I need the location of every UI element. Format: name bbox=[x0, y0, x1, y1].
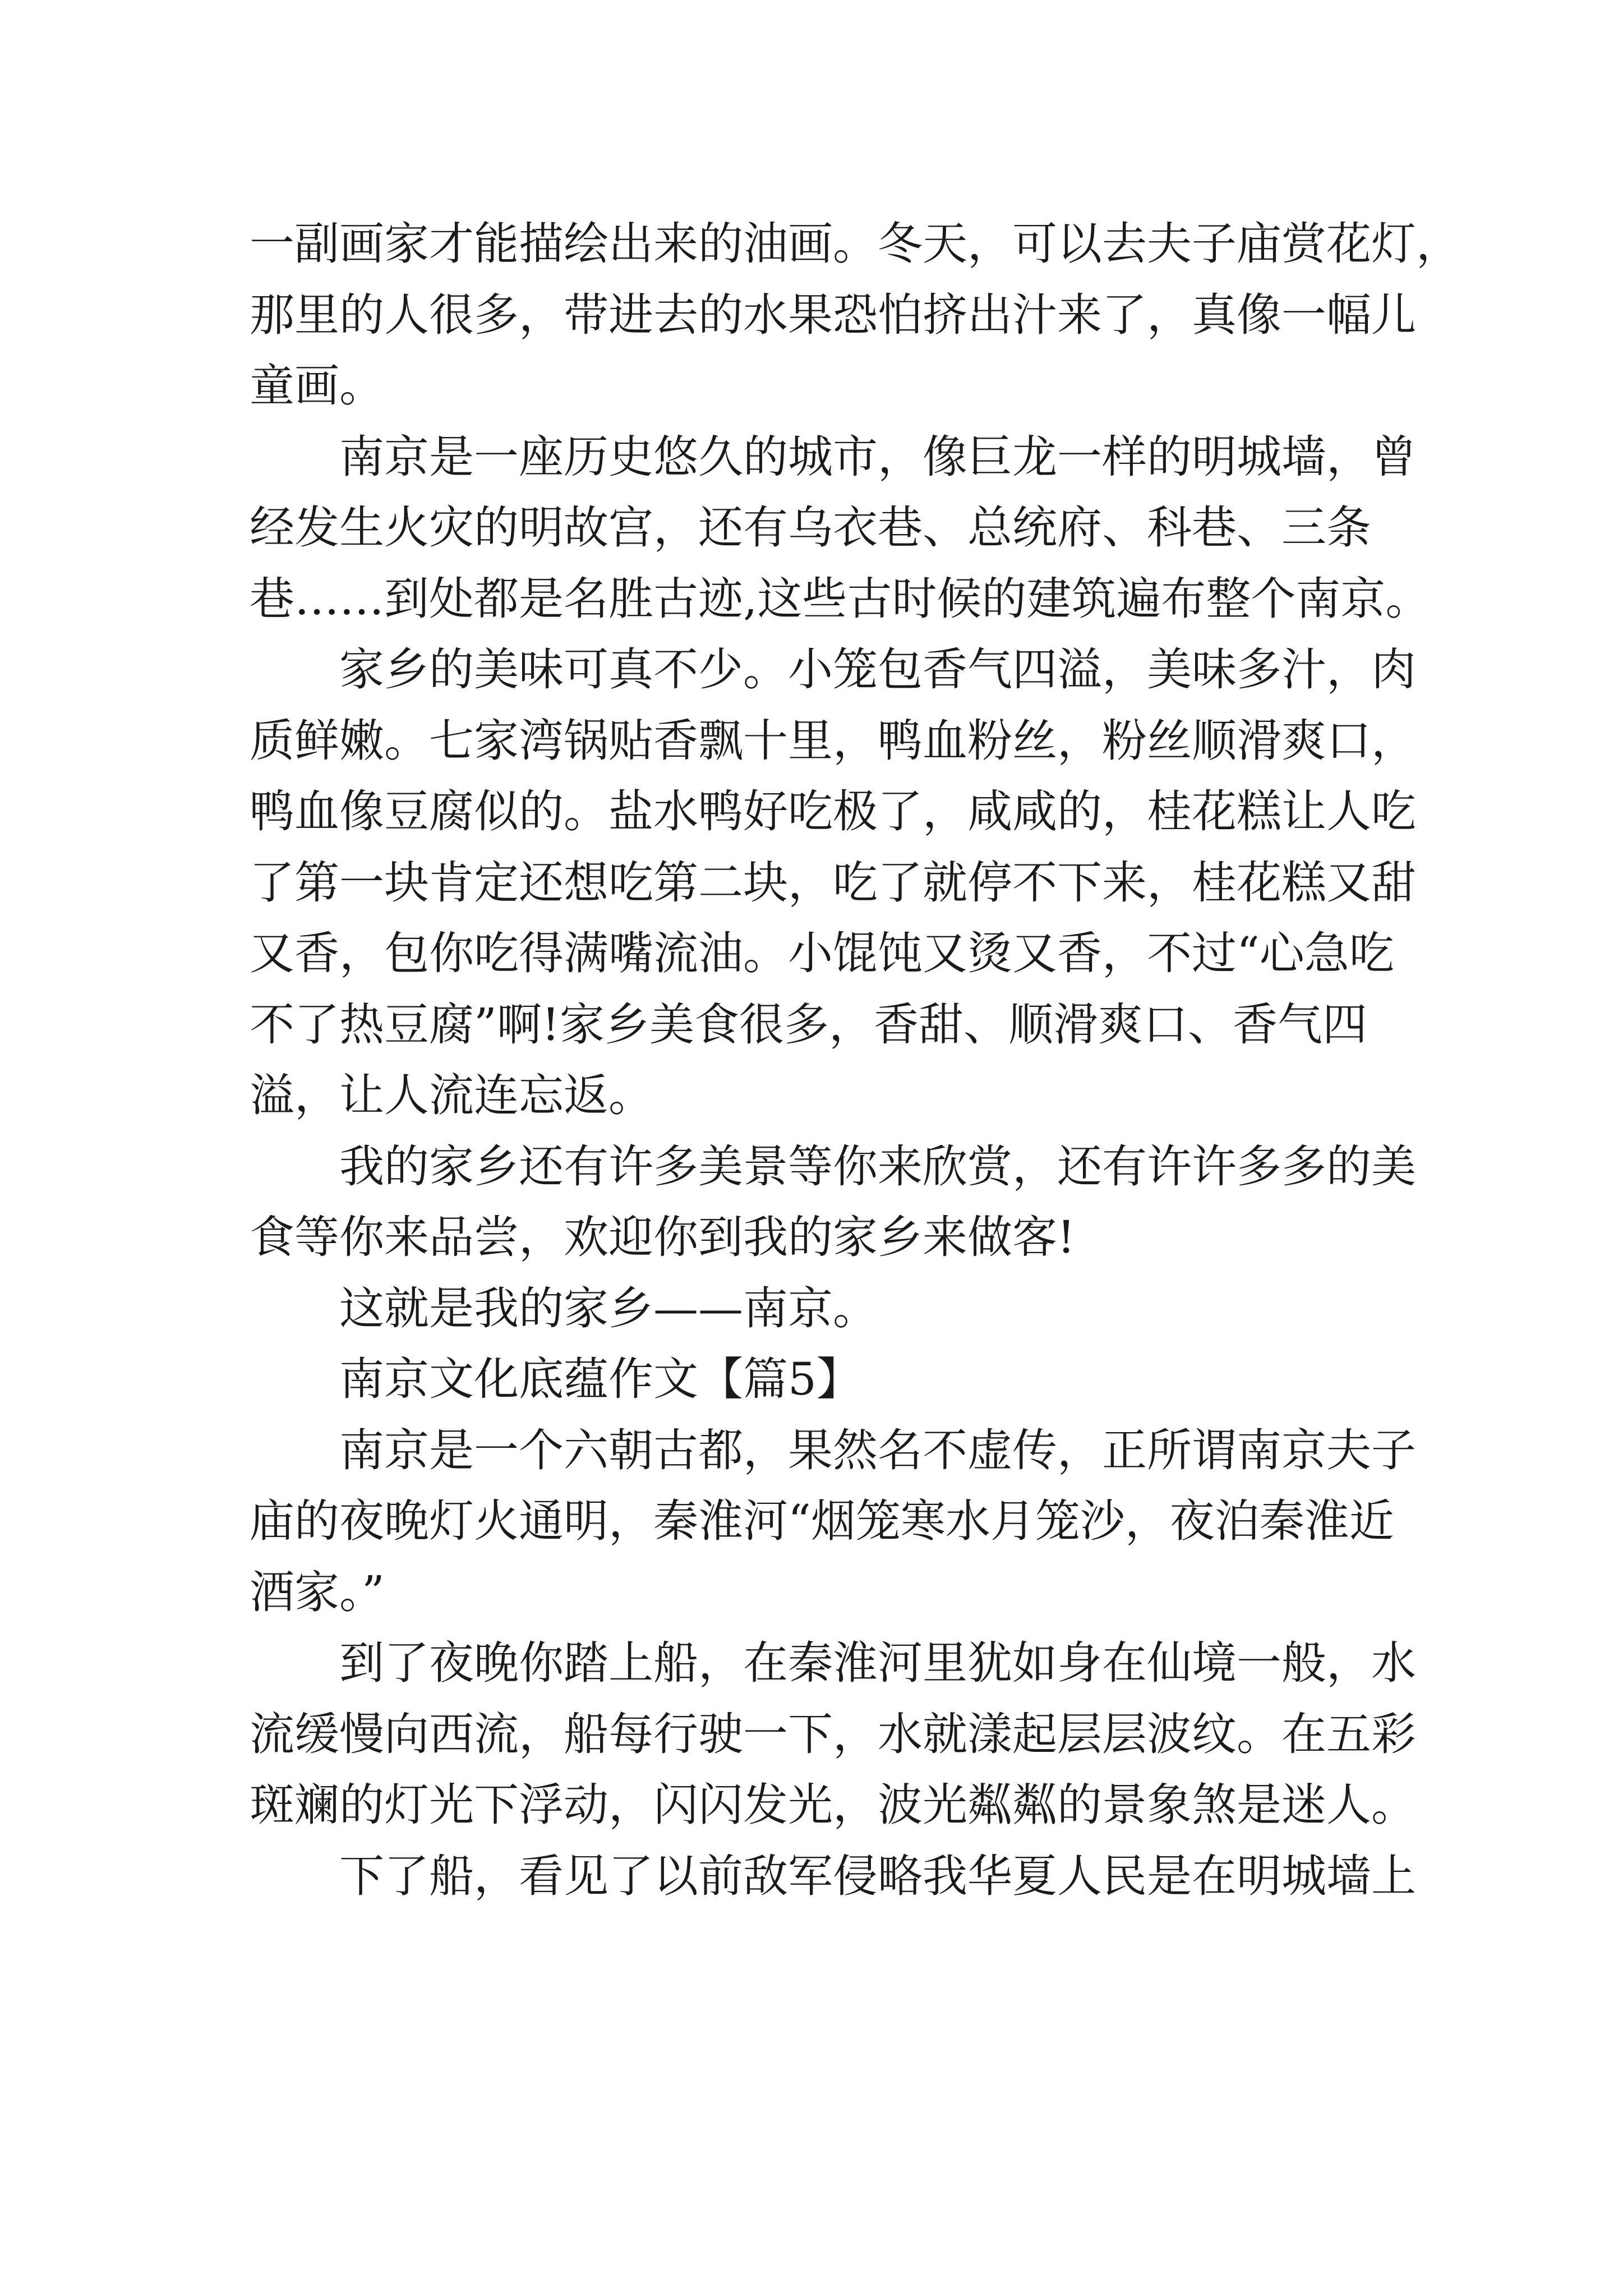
text-line: 食等你来品尝，欢迎你到我的家乡来做客! bbox=[250, 1211, 1076, 1263]
paragraph bbox=[250, 1273, 1394, 1345]
paragraph bbox=[250, 634, 1416, 1131]
text-line: 到了夜晚你踏上船，在秦淮河里犹如身在仙境一般，水 bbox=[339, 1637, 1416, 1689]
text-line: 又香，包你吃得满嘴流油。小馄饨又烫又香，不过“心急吃 bbox=[250, 927, 1394, 979]
paragraph bbox=[250, 209, 1461, 422]
text-line: 下了船，看见了以前敌军侵略我华夏人民是在明城墙上 bbox=[339, 1849, 1416, 1902]
paragraph bbox=[250, 1131, 1416, 1273]
text-line: 酒家。” bbox=[250, 1566, 385, 1618]
text-line: 南京是一座历史悠久的城市，像巨龙一样的明城墙，曾 bbox=[339, 430, 1416, 483]
text-line: 巷……到处都是名胜古迹,这些古时候的建筑遍布整个南京。 bbox=[250, 572, 1431, 625]
text-line: 溢，让人流连忘返。 bbox=[250, 1069, 653, 1121]
text-line: 流缓慢向西流，船每行驶一下，水就漾起层层波纹。在五彩 bbox=[250, 1708, 1416, 1760]
text-line: 斑斓的灯光下浮动，闪闪发光，波光粼粼的景象煞是迷人。 bbox=[250, 1779, 1416, 1831]
text-line: 质鲜嫩。七家湾锅贴香飘十里，鸭血粉丝，粉丝顺滑爽口， bbox=[250, 714, 1416, 767]
text-line: 鸭血像豆腐似的。盐水鸭好吃极了，咸咸的，桂花糕让人吃 bbox=[250, 785, 1416, 838]
text-line: 我的家乡还有许多美景等你来欣赏，还有许许多多的美 bbox=[339, 1140, 1416, 1193]
text-line: 童画。 bbox=[250, 360, 384, 412]
section-heading bbox=[250, 1344, 1394, 1415]
article-body bbox=[250, 209, 1461, 1912]
text-line: 了第一块肯定还想吃第二块，吃了就停不下来，桂花糕又甜 bbox=[250, 856, 1416, 909]
text-line: 这就是我的家乡——南京。 bbox=[339, 1282, 878, 1335]
text-line: 家乡的美味可真不少。小笼包香气四溢，美味多汁，肉 bbox=[339, 643, 1416, 696]
paragraph bbox=[250, 1841, 1416, 1912]
text-line: 那里的人很多，带进去的水果恐怕挤出汁来了，真像一幅儿 bbox=[250, 288, 1416, 341]
text-line: 不了热豆腐”啊!家乡美食很多，香甜、顺滑爽口、香气四 bbox=[250, 998, 1368, 1051]
text-line: 一副画家才能描绘出来的油画。冬天，可以去夫子庙赏花灯， bbox=[250, 218, 1461, 270]
text-line: 南京是一个六朝古都，果然名不虚传，正所谓南京夫子 bbox=[339, 1424, 1416, 1476]
paragraph bbox=[250, 422, 1431, 635]
text-line: 经发生火灾的明故宫，还有乌衣巷、总统府、科巷、三条 bbox=[250, 501, 1371, 554]
paragraph bbox=[250, 1415, 1416, 1628]
paragraph bbox=[250, 1628, 1416, 1841]
heading-line: 南京文化底蕴作文【篇5】 bbox=[339, 1353, 861, 1405]
text-line: 庙的夜晚灯火通明，秦淮河“烟笼寒水月笼沙，夜泊秦淮近 bbox=[250, 1495, 1394, 1547]
